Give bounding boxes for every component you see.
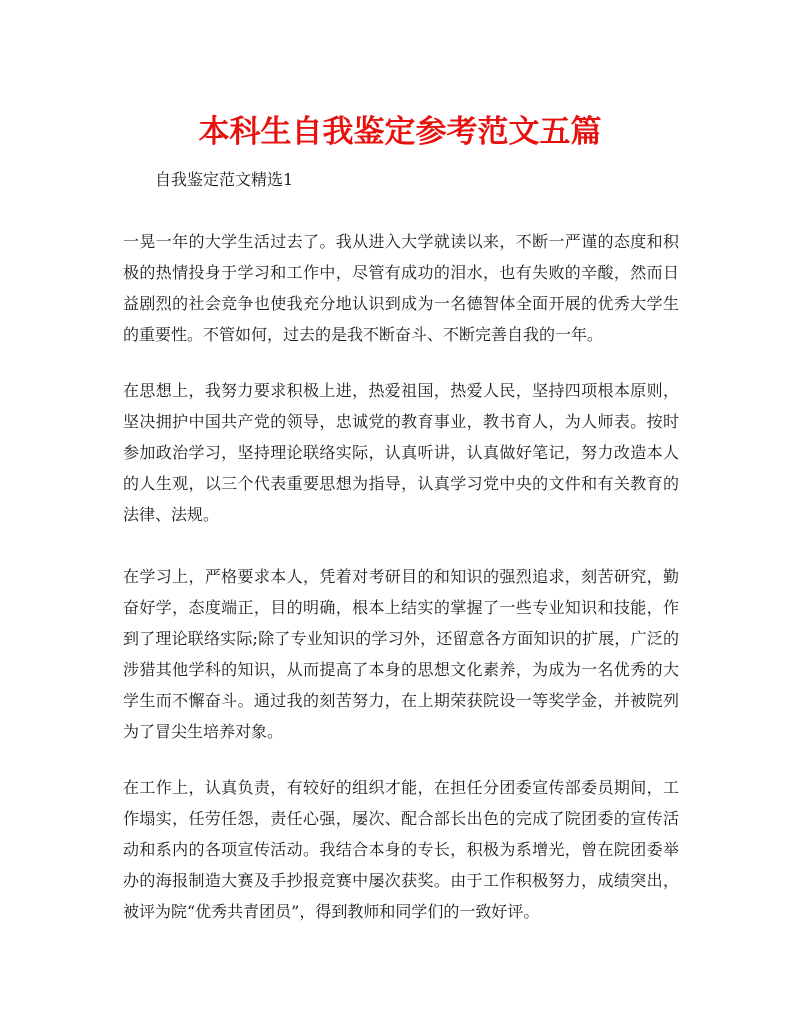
paragraph-work: 在工作上，认真负责，有较好的组织才能，在担任分团委宣传部委员期间，工作塌实，任劳任怨，责任心强，屡次、配合部长出色的完成了院团委的宣传活动和系内的各项宣传活动。我结合本身的专长，积极为系增光，曾在院团委举办的海报制造大赛及手抄报竞赛中屡次获奖。由于工作积极努力，成绩突出，被评为院“优秀共青团员”，得到教师和同学们的一致好评。 [123,778,679,921]
paragraph-study: 在学习上，严格要求本人，凭着对考研目的和知识的强烈追求，刻苦研究，勤奋好学，态度端正，目的明确，根本上结实的掌握了一些专业知识和技能，作到了理论联络实际;除了专业知识的学习外，还留意各方面知识的扩展，广泛的涉猎其他学科的知识，从而提高了本身的思想文化素养，为成为一名优秀的大学生而不懈奋斗。通过我的刻苦努力，在上期荣获院设一等奖学金，并被院列为了冒尖生培养对象。 [123,567,679,741]
section-subtitle: 自我鉴定范文精选1 [155,170,294,189]
paragraph-intro: 一晃一年的大学生活过去了。我从进入大学就读以来，不断一严谨的态度和积极的热情投身于学习和工作中，尽管有成功的泪水，也有失败的辛酸，然而日益剧烈的社会竞争也使我充分地认识到成为一名德智体全面开展的优秀大学生的重要性。不管如何，过去的是我不断奋斗、不断完善自我的一年。 [123,232,679,344]
document-title: 本科生自我鉴定参考范文五篇 [198,114,602,150]
paragraph-thought: 在思想上，我努力要求积极上进，热爱祖国，热爱人民，坚持四项根本原则，坚决拥护中国共产党的领导，忠诚党的教育事业，教书育人，为人师表。按时参加政治学习，坚持理论联络实际，认真听讲，认真做好笔记，努力改造本人的人生观，以三个代表重要思想为指导，认真学习党中央的文件和有关教育的法律、法规。 [123,381,679,524]
